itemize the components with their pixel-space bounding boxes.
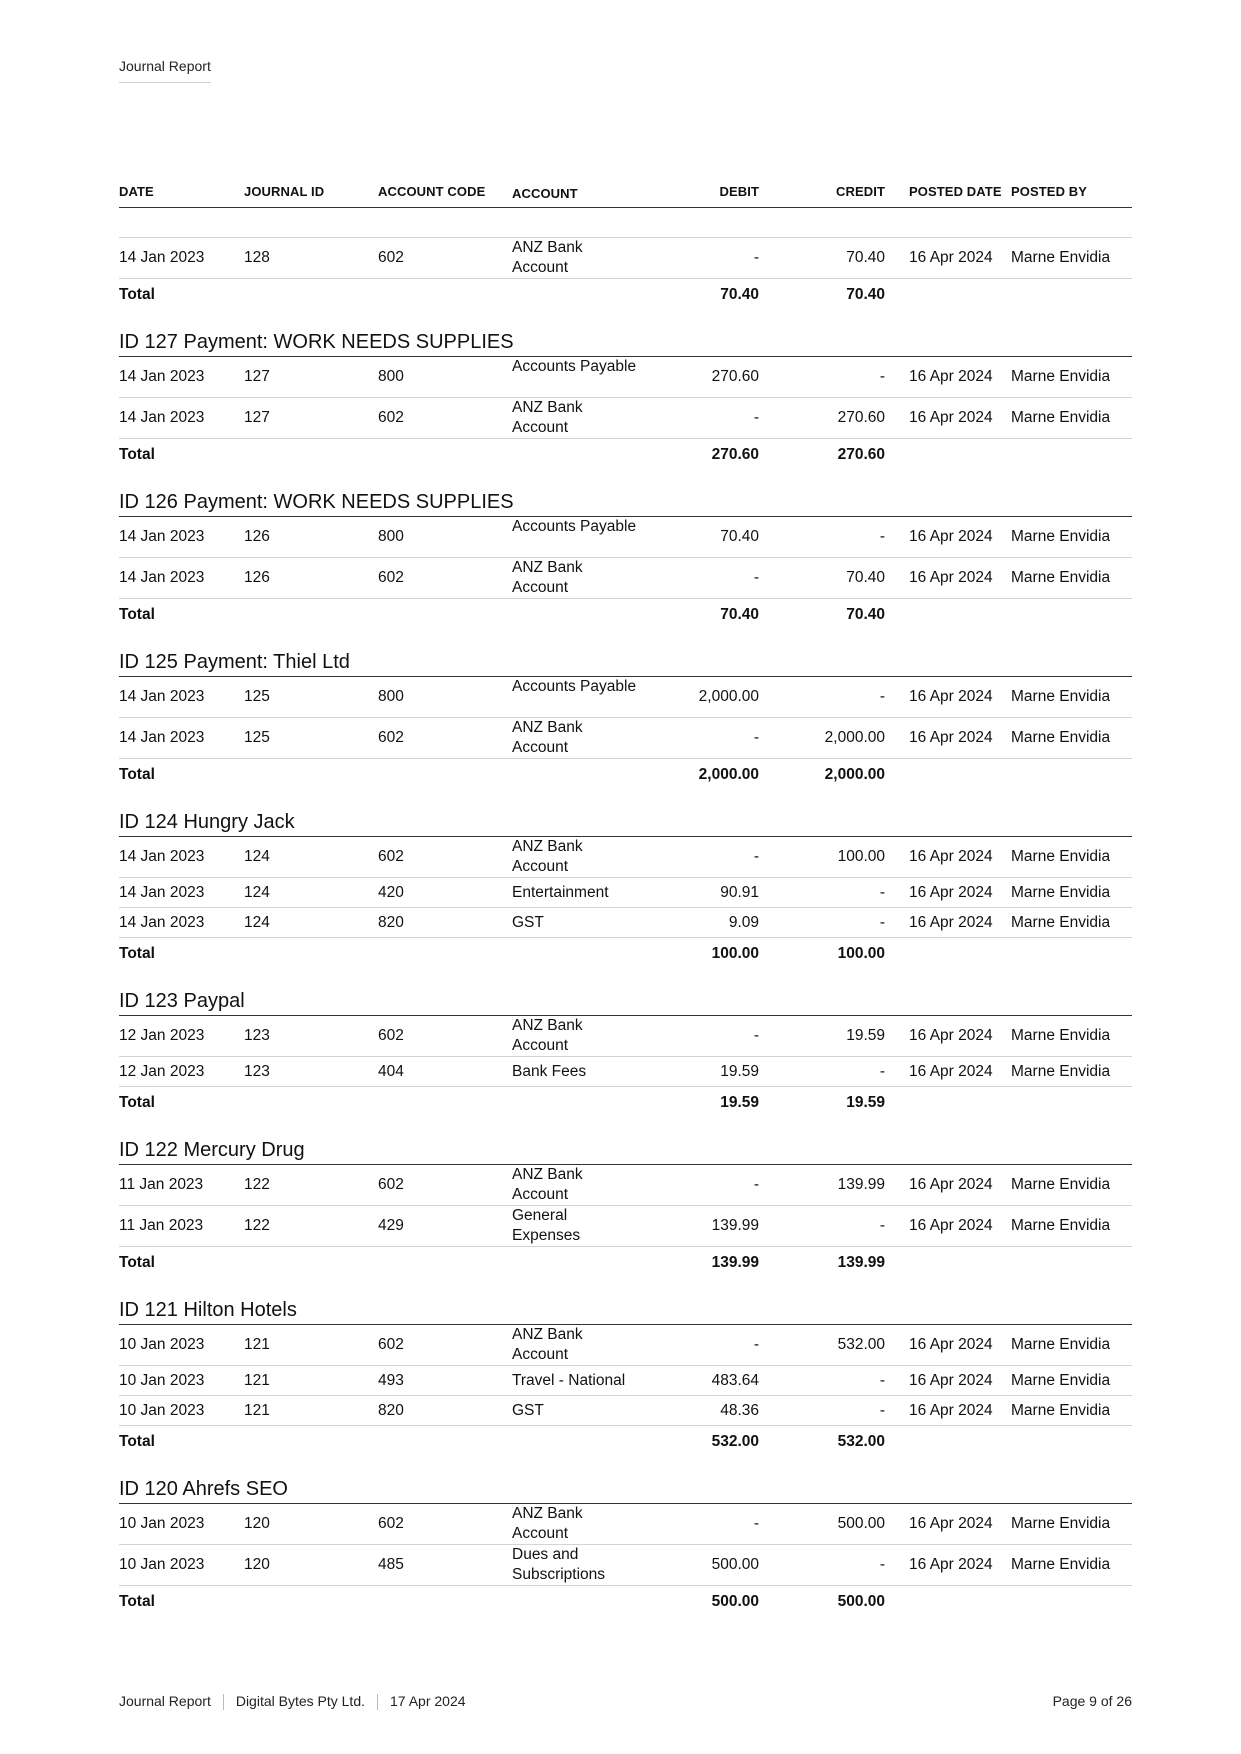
cell-debit: - xyxy=(753,848,759,865)
total-debit: 500.00 xyxy=(711,1593,759,1610)
table-row xyxy=(119,1057,1132,1087)
cell-posted-by: Marne Envidia xyxy=(1011,688,1111,705)
cell-debit: 9.09 xyxy=(728,914,759,931)
cell-date: 14 Jan 2023 xyxy=(119,528,205,545)
column-header-date: DATE xyxy=(119,184,154,199)
total-credit: 500.00 xyxy=(837,1593,885,1610)
cell-credit: 270.60 xyxy=(837,409,885,426)
cell-debit: - xyxy=(753,1336,759,1353)
cell-date: 14 Jan 2023 xyxy=(119,368,205,385)
cell-journal-id: 123 xyxy=(244,1063,270,1080)
cell-posted-by: Marne Envidia xyxy=(1011,528,1111,545)
cell-journal-id: 128 xyxy=(244,249,270,266)
cell-account-code: 420 xyxy=(378,884,404,901)
cell-posted-by: Marne Envidia xyxy=(1011,884,1111,901)
cell-journal-id: 123 xyxy=(244,1027,270,1044)
cell-account: ANZ Bank Account xyxy=(512,838,583,875)
cell-posted-date: 16 Apr 2024 xyxy=(909,409,993,426)
group-spacer xyxy=(119,311,1132,329)
group-spacer xyxy=(119,791,1132,809)
cell-credit: 70.40 xyxy=(846,249,885,266)
header-spacer xyxy=(119,208,1132,238)
cell-account-code: 800 xyxy=(378,528,404,545)
cell-account: Accounts Payable xyxy=(512,678,637,695)
cell-account: Bank Fees xyxy=(512,1063,587,1080)
cell-account-code: 602 xyxy=(378,1515,404,1532)
cell-posted-date: 16 Apr 2024 xyxy=(909,1217,993,1234)
cell-posted-date: 16 Apr 2024 xyxy=(909,1556,993,1573)
cell-posted-by: Marne Envidia xyxy=(1011,914,1111,931)
cell-journal-id: 125 xyxy=(244,729,270,746)
journal-groups xyxy=(119,238,1132,1618)
journal-group-title: ID 127 Payment: WORK NEEDS SUPPLIES xyxy=(119,329,1132,357)
cell-credit: 100.00 xyxy=(837,848,885,865)
cell-account-code: 602 xyxy=(378,409,404,426)
total-credit: 19.59 xyxy=(846,1094,885,1111)
table-row xyxy=(119,238,1132,279)
journal-group-title: ID 121 Hilton Hotels xyxy=(119,1297,1132,1325)
column-header-journal-id: JOURNAL ID xyxy=(244,184,325,199)
total-debit: 100.00 xyxy=(711,945,759,962)
cell-credit: - xyxy=(879,368,885,385)
cell-posted-date: 16 Apr 2024 xyxy=(909,1176,993,1193)
cell-posted-date: 16 Apr 2024 xyxy=(909,1402,993,1419)
cell-date: 10 Jan 2023 xyxy=(119,1336,205,1353)
cell-credit: 532.00 xyxy=(837,1336,885,1353)
column-header-account: ACCOUNT xyxy=(512,186,578,201)
cell-account-code: 602 xyxy=(378,1027,404,1044)
cell-debit: 500.00 xyxy=(711,1556,759,1573)
cell-posted-date: 16 Apr 2024 xyxy=(909,1515,993,1532)
cell-posted-date: 16 Apr 2024 xyxy=(909,848,993,865)
cell-debit: 90.91 xyxy=(720,884,759,901)
column-header-posted-date: POSTED DATE xyxy=(909,184,1002,199)
cell-account-code: 820 xyxy=(378,1402,404,1419)
table-row xyxy=(119,1165,1132,1206)
total-label: Total xyxy=(119,606,155,623)
cell-debit: 139.99 xyxy=(711,1217,759,1234)
journal-group-title: ID 124 Hungry Jack xyxy=(119,809,1132,837)
cell-debit: - xyxy=(753,1515,759,1532)
table-row xyxy=(119,558,1132,599)
cell-date: 10 Jan 2023 xyxy=(119,1402,205,1419)
cell-credit: - xyxy=(879,1217,885,1234)
total-label: Total xyxy=(119,1593,155,1610)
cell-date: 10 Jan 2023 xyxy=(119,1372,205,1389)
cell-posted-date: 16 Apr 2024 xyxy=(909,528,993,545)
cell-posted-by: Marne Envidia xyxy=(1011,249,1111,266)
column-header-account-code: ACCOUNT CODE xyxy=(378,184,486,199)
footer-divider xyxy=(223,1694,224,1710)
total-label: Total xyxy=(119,446,155,463)
total-credit: 139.99 xyxy=(837,1254,885,1271)
cell-posted-date: 16 Apr 2024 xyxy=(909,729,993,746)
cell-account-code: 602 xyxy=(378,249,404,266)
cell-journal-id: 121 xyxy=(244,1372,270,1389)
cell-journal-id: 120 xyxy=(244,1515,270,1532)
cell-account-code: 820 xyxy=(378,914,404,931)
cell-account: Accounts Payable xyxy=(512,518,637,535)
cell-credit: - xyxy=(879,1063,885,1080)
table-header xyxy=(119,182,1132,208)
cell-debit: - xyxy=(753,1176,759,1193)
cell-account-code: 404 xyxy=(378,1063,404,1080)
cell-posted-by: Marne Envidia xyxy=(1011,1402,1111,1419)
cell-account-code: 602 xyxy=(378,1176,404,1193)
journal-group-title: ID 120 Ahrefs SEO xyxy=(119,1476,1132,1504)
group-spacer xyxy=(119,970,1132,988)
cell-journal-id: 127 xyxy=(244,409,270,426)
cell-posted-by: Marne Envidia xyxy=(1011,848,1111,865)
cell-journal-id: 127 xyxy=(244,368,270,385)
cell-account-code: 602 xyxy=(378,1336,404,1353)
cell-account: GST xyxy=(512,914,544,931)
cell-account: Entertainment xyxy=(512,884,609,901)
table-row xyxy=(119,718,1132,759)
total-label: Total xyxy=(119,1433,155,1450)
table-row xyxy=(119,357,1132,398)
total-label: Total xyxy=(119,945,155,962)
journal-group-title: ID 125 Payment: Thiel Ltd xyxy=(119,649,1132,677)
cell-date: 14 Jan 2023 xyxy=(119,409,205,426)
cell-account: ANZ Bank Account xyxy=(512,719,583,756)
cell-posted-date: 16 Apr 2024 xyxy=(909,1027,993,1044)
cell-posted-by: Marne Envidia xyxy=(1011,368,1111,385)
total-credit: 100.00 xyxy=(837,945,885,962)
cell-journal-id: 122 xyxy=(244,1176,270,1193)
table-row xyxy=(119,1396,1132,1426)
total-label: Total xyxy=(119,766,155,783)
cell-posted-date: 16 Apr 2024 xyxy=(909,1063,993,1080)
cell-debit: - xyxy=(753,1027,759,1044)
footer-divider xyxy=(377,1694,378,1710)
cell-debit: - xyxy=(753,249,759,266)
footer-page-number: Page 9 of 26 xyxy=(1052,1693,1132,1709)
total-label: Total xyxy=(119,286,155,303)
cell-journal-id: 121 xyxy=(244,1402,270,1419)
table-row xyxy=(119,1016,1132,1057)
total-row xyxy=(119,1426,1132,1458)
cell-journal-id: 126 xyxy=(244,528,270,545)
cell-date: 14 Jan 2023 xyxy=(119,569,205,586)
cell-credit: - xyxy=(879,884,885,901)
cell-posted-date: 16 Apr 2024 xyxy=(909,1336,993,1353)
cell-account: ANZ Bank Account xyxy=(512,559,583,596)
cell-posted-by: Marne Envidia xyxy=(1011,729,1111,746)
cell-credit: - xyxy=(879,1372,885,1389)
cell-date: 11 Jan 2023 xyxy=(119,1176,204,1193)
total-debit: 19.59 xyxy=(720,1094,759,1111)
cell-date: 10 Jan 2023 xyxy=(119,1556,205,1573)
table-row xyxy=(119,1206,1132,1247)
cell-debit: 270.60 xyxy=(711,368,759,385)
total-credit: 70.40 xyxy=(846,606,885,623)
column-header-posted-by: POSTED BY xyxy=(1011,184,1088,199)
cell-posted-by: Marne Envidia xyxy=(1011,1372,1111,1389)
cell-posted-date: 16 Apr 2024 xyxy=(909,368,993,385)
cell-date: 14 Jan 2023 xyxy=(119,729,205,746)
column-header-credit: CREDIT xyxy=(836,184,885,199)
cell-date: 14 Jan 2023 xyxy=(119,848,205,865)
total-credit: 270.60 xyxy=(837,446,885,463)
cell-posted-date: 16 Apr 2024 xyxy=(909,249,993,266)
table-row xyxy=(119,1504,1132,1545)
cell-credit: - xyxy=(879,1556,885,1573)
cell-debit: 70.40 xyxy=(720,528,759,545)
cell-date: 14 Jan 2023 xyxy=(119,688,205,705)
cell-credit: 19.59 xyxy=(846,1027,885,1044)
cell-debit: - xyxy=(753,409,759,426)
table-row xyxy=(119,1545,1132,1586)
total-debit: 532.00 xyxy=(711,1433,759,1450)
cell-account: Accounts Payable xyxy=(512,358,637,375)
total-row xyxy=(119,279,1132,311)
cell-journal-id: 124 xyxy=(244,848,270,865)
cell-journal-id: 122 xyxy=(244,1217,270,1234)
total-debit: 70.40 xyxy=(720,286,759,303)
cell-account-code: 602 xyxy=(378,569,404,586)
cell-posted-by: Marne Envidia xyxy=(1011,1217,1111,1234)
cell-account: ANZ Bank Account xyxy=(512,239,583,276)
total-credit: 70.40 xyxy=(846,286,885,303)
page-footer xyxy=(119,1693,1132,1710)
total-label: Total xyxy=(119,1094,155,1111)
cell-debit: 19.59 xyxy=(720,1063,759,1080)
cell-posted-by: Marne Envidia xyxy=(1011,1063,1111,1080)
cell-posted-by: Marne Envidia xyxy=(1011,409,1111,426)
cell-journal-id: 124 xyxy=(244,884,270,901)
page-header-title: Journal Report xyxy=(119,58,211,83)
cell-account-code: 800 xyxy=(378,688,404,705)
table-row xyxy=(119,517,1132,558)
footer-date: 17 Apr 2024 xyxy=(390,1693,466,1709)
total-row xyxy=(119,1586,1132,1618)
cell-posted-by: Marne Envidia xyxy=(1011,1027,1111,1044)
cell-account-code: 493 xyxy=(378,1372,404,1389)
total-debit: 2,000.00 xyxy=(698,766,759,783)
cell-credit: - xyxy=(879,1402,885,1419)
column-header-debit: DEBIT xyxy=(719,184,759,199)
cell-credit: 70.40 xyxy=(846,569,885,586)
cell-date: 14 Jan 2023 xyxy=(119,249,205,266)
cell-account: ANZ Bank Account xyxy=(512,1017,583,1054)
cell-posted-date: 16 Apr 2024 xyxy=(909,688,993,705)
cell-account: ANZ Bank Account xyxy=(512,1326,583,1363)
cell-date: 10 Jan 2023 xyxy=(119,1515,205,1532)
cell-account: ANZ Bank Account xyxy=(512,1505,583,1542)
journal-group-title: ID 126 Payment: WORK NEEDS SUPPLIES xyxy=(119,489,1132,517)
total-credit: 2,000.00 xyxy=(824,766,885,783)
footer-report-name: Journal Report xyxy=(119,1693,211,1709)
cell-credit: 139.99 xyxy=(837,1176,885,1193)
total-debit: 139.99 xyxy=(711,1254,759,1271)
table-row xyxy=(119,878,1132,908)
cell-date: 12 Jan 2023 xyxy=(119,1027,205,1044)
cell-posted-by: Marne Envidia xyxy=(1011,1336,1111,1353)
cell-account: ANZ Bank Account xyxy=(512,399,583,436)
cell-journal-id: 120 xyxy=(244,1556,270,1573)
total-label: Total xyxy=(119,1254,155,1271)
cell-date: 14 Jan 2023 xyxy=(119,914,205,931)
cell-posted-date: 16 Apr 2024 xyxy=(909,884,993,901)
cell-account: Travel - National xyxy=(512,1372,626,1389)
cell-posted-date: 16 Apr 2024 xyxy=(909,569,993,586)
cell-debit: - xyxy=(753,729,759,746)
table-row xyxy=(119,1325,1132,1366)
cell-posted-by: Marne Envidia xyxy=(1011,1176,1111,1193)
total-row xyxy=(119,1247,1132,1279)
cell-credit: - xyxy=(879,914,885,931)
cell-journal-id: 126 xyxy=(244,569,270,586)
cell-credit: 2,000.00 xyxy=(824,729,885,746)
journal-report-table xyxy=(119,182,1132,1618)
footer-company: Digital Bytes Pty Ltd. xyxy=(235,1693,365,1709)
table-row xyxy=(119,837,1132,878)
cell-posted-date: 16 Apr 2024 xyxy=(909,1372,993,1389)
cell-journal-id: 125 xyxy=(244,688,270,705)
cell-account: General Expenses xyxy=(512,1207,581,1244)
total-row xyxy=(119,759,1132,791)
table-row xyxy=(119,908,1132,938)
cell-account-code: 485 xyxy=(378,1556,404,1573)
cell-journal-id: 121 xyxy=(244,1336,270,1353)
table-row xyxy=(119,677,1132,718)
total-debit: 70.40 xyxy=(720,606,759,623)
table-row xyxy=(119,398,1132,439)
cell-date: 14 Jan 2023 xyxy=(119,884,205,901)
cell-account-code: 602 xyxy=(378,729,404,746)
table-row xyxy=(119,1366,1132,1396)
cell-account: Dues and Subscriptions xyxy=(512,1546,606,1583)
total-row xyxy=(119,599,1132,631)
journal-group-title: ID 123 Paypal xyxy=(119,988,1132,1016)
cell-posted-by: Marne Envidia xyxy=(1011,1515,1111,1532)
cell-credit: - xyxy=(879,688,885,705)
cell-account-code: 602 xyxy=(378,848,404,865)
cell-posted-by: Marne Envidia xyxy=(1011,1556,1111,1573)
cell-posted-by: Marne Envidia xyxy=(1011,569,1111,586)
cell-journal-id: 124 xyxy=(244,914,270,931)
group-spacer xyxy=(119,1279,1132,1297)
total-debit: 270.60 xyxy=(711,446,759,463)
cell-posted-date: 16 Apr 2024 xyxy=(909,914,993,931)
cell-account: GST xyxy=(512,1402,544,1419)
group-spacer xyxy=(119,471,1132,489)
total-row xyxy=(119,1087,1132,1119)
cell-debit: - xyxy=(753,569,759,586)
group-spacer xyxy=(119,631,1132,649)
group-spacer xyxy=(119,1458,1132,1476)
total-credit: 532.00 xyxy=(837,1433,885,1450)
cell-date: 11 Jan 2023 xyxy=(119,1217,204,1234)
cell-account-code: 800 xyxy=(378,368,404,385)
group-spacer xyxy=(119,1119,1132,1137)
journal-group-title: ID 122 Mercury Drug xyxy=(119,1137,1132,1165)
cell-credit: 500.00 xyxy=(837,1515,885,1532)
cell-account: ANZ Bank Account xyxy=(512,1166,583,1203)
total-row xyxy=(119,938,1132,970)
cell-debit: 2,000.00 xyxy=(698,688,759,705)
cell-credit: - xyxy=(879,528,885,545)
cell-date: 12 Jan 2023 xyxy=(119,1063,205,1080)
cell-debit: 48.36 xyxy=(720,1402,759,1419)
cell-account-code: 429 xyxy=(378,1217,404,1234)
total-row xyxy=(119,439,1132,471)
cell-debit: 483.64 xyxy=(711,1372,759,1389)
